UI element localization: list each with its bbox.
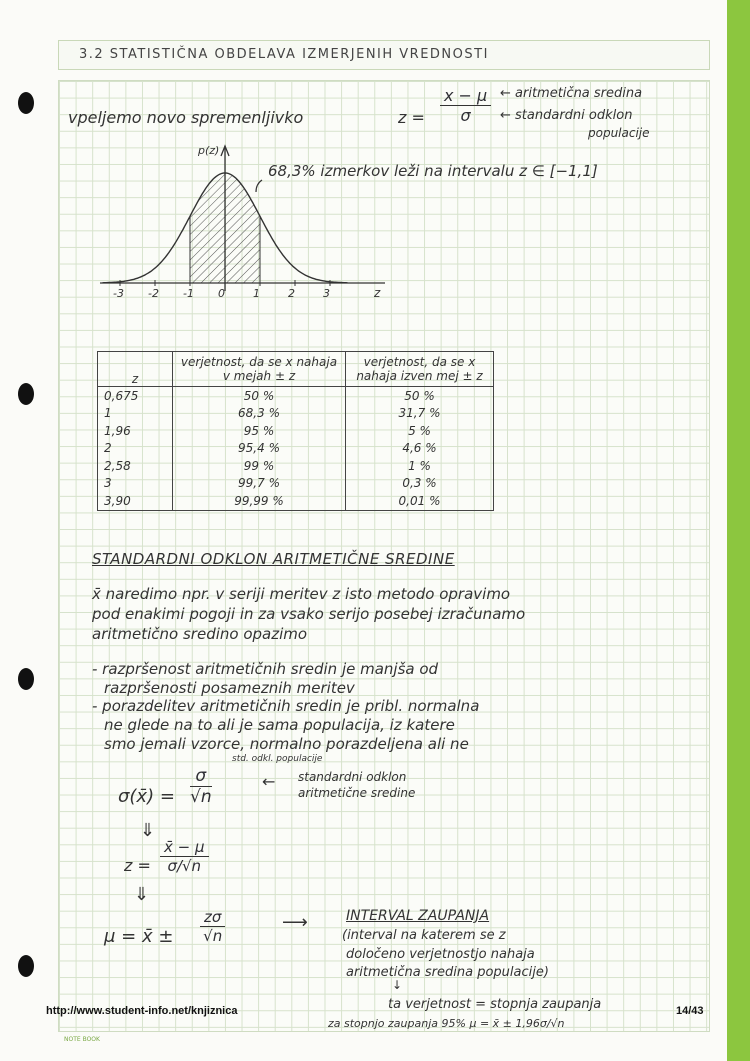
sigma-note: std. odkl. populacije <box>232 754 323 764</box>
graph-ylabel: p(z) <box>198 144 220 157</box>
sigma-denominator: √n <box>190 787 212 807</box>
x-tick-label: 1 <box>253 287 260 300</box>
x-tick-label: -3 <box>113 287 124 300</box>
bullet-line: smo jemali vzorce, normalno porazdeljena ali ne <box>104 735 469 753</box>
table-cell: 95 % <box>173 422 346 440</box>
implies-arrow: ⇓ <box>134 884 150 905</box>
x-tick-label: -2 <box>148 287 159 300</box>
interval-desc: aritmetična sredina populacije) <box>346 965 549 980</box>
header-title: 3.2 STATISTIČNA OBDELAVA IZMERJENIH VREDNOSTI <box>79 47 489 62</box>
table-row <box>98 475 494 493</box>
table-cell: 3 <box>98 475 173 493</box>
implies-arrow: ⇓ <box>140 820 156 841</box>
notebook-brand: NOTE BOOK <box>64 1036 100 1043</box>
z-lhs: z = <box>398 108 425 127</box>
z2-lhs: z = <box>124 856 151 875</box>
graph-xlabel: z <box>374 286 381 300</box>
sigma-desc: standardni odklon <box>298 770 407 784</box>
table-header: verjetnost, da se x nahaja izven mej ± z <box>346 352 494 387</box>
table-row <box>98 492 494 510</box>
z2-denominator: σ/√n <box>167 857 202 875</box>
table-cell: 0,01 % <box>346 492 494 510</box>
table-cell: 95,4 % <box>173 440 346 458</box>
z2-fraction <box>160 838 209 875</box>
table-header: z <box>98 352 173 387</box>
table-cell: 2,58 <box>98 457 173 475</box>
mu-numerator: zσ <box>200 908 225 927</box>
z2-numerator: x̄ − μ <box>160 838 209 857</box>
table-cell: 99 % <box>173 457 346 475</box>
binder-hole <box>18 668 34 690</box>
arrow-down: ↓ <box>392 978 403 992</box>
table-cell: 5 % <box>346 422 494 440</box>
table-row <box>98 422 494 440</box>
probability-line: ta verjetnost = stopnja zaupanja <box>388 997 602 1012</box>
table-cell: 68,3 % <box>173 405 346 423</box>
table-row <box>98 387 494 405</box>
note-mu: ← aritmetična sredina <box>500 86 643 101</box>
binder-hole <box>18 383 34 405</box>
z-numerator: x − μ <box>440 86 491 106</box>
table-cell: 1 <box>98 405 173 423</box>
arrow-left: ← <box>262 772 276 791</box>
bullet-line: - porazdelitev aritmetičnih sredin je pribl. normalna <box>92 697 480 715</box>
bullet-line: ne glede na to ali je sama populacija, iz katere <box>104 716 455 734</box>
table-cell: 99,99 % <box>173 492 346 510</box>
sigma-lhs: σ(x̄) = <box>118 786 175 807</box>
para-line: aritmetično sredino opazimo <box>92 625 308 643</box>
x-tick-label: -1 <box>183 287 194 300</box>
table-cell: 3,90 <box>98 492 173 510</box>
bullet-line: - razpršenost aritmetičnih sredin je manjša od <box>92 660 439 678</box>
normal-distribution-graph <box>0 0 750 310</box>
table-cell: 1 % <box>346 457 494 475</box>
sigma-numerator: σ <box>190 766 212 787</box>
mu-fraction <box>200 908 225 945</box>
graph-annotation: 68,3% izmerkov leži na intervalu z ∈ [−1,1] <box>268 162 598 180</box>
table-cell: 0,675 <box>98 387 173 405</box>
sigma-fraction <box>190 766 212 807</box>
para-line: x̄ naredimo npr. v seriji meritev z isto metodo opravimo <box>92 585 511 603</box>
table-row <box>98 457 494 475</box>
annotation-pointer <box>256 180 262 192</box>
final-line: za stopnjo zaupanja 95% μ = x̄ ± 1,96σ/√n <box>328 1017 565 1030</box>
interval-title: INTERVAL ZAUPANJA <box>346 908 490 924</box>
section-title: STANDARDNI ODKLON ARITMETIČNE SREDINE <box>92 550 455 568</box>
arrow-right: ⟶ <box>282 912 308 933</box>
table-cell: 4,6 % <box>346 440 494 458</box>
x-tick-label: 0 <box>218 287 225 300</box>
note-population: populacije <box>588 126 650 140</box>
table-cell: 1,96 <box>98 422 173 440</box>
interval-desc: določeno verjetnostjo nahaja <box>346 947 535 962</box>
table-cell: 2 <box>98 440 173 458</box>
page-number: 14/43 <box>676 1005 704 1017</box>
x-tick-label: 2 <box>288 287 295 300</box>
mu-lhs: μ = x̄ ± <box>104 926 174 947</box>
mu-denominator: √n <box>203 927 223 945</box>
binder-hole <box>18 955 34 977</box>
intro-text: vpeljemo novo spremenljivko <box>68 108 304 127</box>
table-cell: 31,7 % <box>346 405 494 423</box>
table-row <box>98 440 494 458</box>
table-header: verjetnost, da se x nahaja v mejah ± z <box>173 352 346 387</box>
sigma-desc: aritmetične sredine <box>298 786 416 800</box>
table-cell: 0,3 % <box>346 475 494 493</box>
para-line: pod enakimi pogoji in za vsako serijo posebej izračunamo <box>92 605 526 623</box>
note-sigma: ← standardni odklon <box>500 108 633 123</box>
table-cell: 50 % <box>173 387 346 405</box>
z-denominator: σ <box>460 106 471 125</box>
footer-url-link[interactable]: http://www.student-info.net/knjiznica <box>46 1005 238 1017</box>
probability-table <box>97 351 494 511</box>
table-row <box>98 405 494 423</box>
table-cell: 99,7 % <box>173 475 346 493</box>
bullet-line: razpršenosti posameznih meritev <box>104 679 355 697</box>
x-tick-label: 3 <box>323 287 330 300</box>
interval-desc: (interval na katerem se z <box>342 928 506 943</box>
table-cell: 50 % <box>346 387 494 405</box>
